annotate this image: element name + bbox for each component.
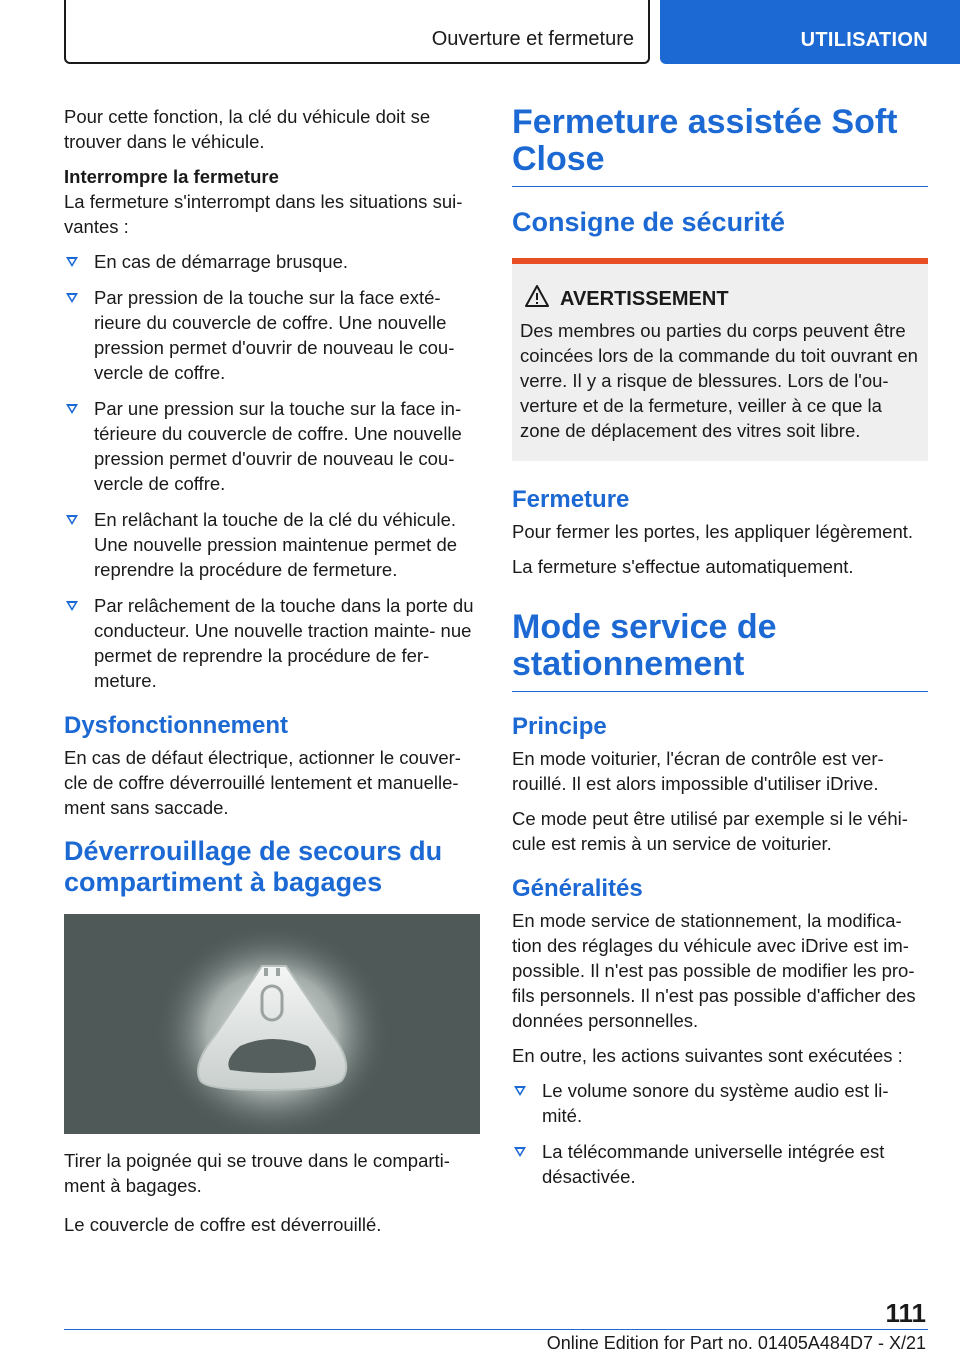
list-item — [512, 1139, 928, 1189]
warning-triangle-icon — [524, 284, 550, 308]
general-text-1: En mode service de stationnement, la modifica- tion des réglages du véhicule avec iDrive est im- possible. Il n'est pas possible de modifier les pro- fils personnels. Il n'est pas possible d'afficher des données personnelles. — [512, 910, 916, 1031]
interrupt-text: La fermeture s'interrompt dans les situations sui- vantes : — [64, 191, 463, 237]
principle-text-2: Ce mode peut être utilisé par exemple si le véhi- cule est remis à un service de voiturier. — [512, 808, 908, 854]
trunk-release-handle-photo — [64, 914, 480, 1134]
page-number: 111 — [885, 1298, 926, 1328]
principle-heading: Principe — [512, 713, 607, 740]
emergency-release-heading: Déverrouillage de secours du compartiment à bagages — [64, 836, 443, 897]
safety-heading: Consigne de sécurité — [512, 207, 786, 237]
interrupt-list — [64, 249, 480, 693]
warning-text: Des membres ou parties du corps peuvent être coincées lors de la commande du toit ouvrant en verre. Il y a risque de blessures. Lors de l'ou- verture et de la fermeture, veiller à ce que la zone de déplacement des vitres soit libre. — [520, 320, 918, 441]
right-column — [512, 104, 928, 1200]
list-item — [64, 285, 480, 385]
header-chapter-tab — [660, 0, 960, 64]
list-item-text: En cas de démarrage brusque. — [94, 251, 349, 272]
bullet-triangle-icon — [514, 1086, 526, 1096]
warning-box — [512, 258, 928, 461]
bullet-triangle-icon — [66, 293, 78, 303]
footer-divider — [64, 1329, 928, 1330]
release-handle-illustration — [64, 914, 480, 1134]
closing-text-2: La fermeture s'effectue automatiquement. — [512, 556, 854, 577]
closing-heading: Fermeture — [512, 486, 630, 513]
list-item-text: Par relâchement de la touche dans la porte du conducteur. Une nouvelle traction mainte- nue permet de reprendre la procédure de fer- meture. — [94, 595, 474, 691]
bullet-triangle-icon — [66, 515, 78, 525]
online-edition-note: Online Edition for Part no. 01405A484D7 - X/21 — [546, 1333, 926, 1353]
header-chapter-label: UTILISATION — [800, 29, 928, 51]
list-item — [64, 249, 480, 274]
list-item — [512, 1078, 928, 1128]
warning-title: AVERTISSEMENT — [560, 288, 729, 310]
list-item — [64, 507, 480, 582]
warning-title-row — [560, 286, 920, 312]
principle-text-1: En mode voiturier, l'écran de contrôle est ver- rouillé. Il est alors impossible d'utiliser iDrive. — [512, 748, 884, 794]
softclose-heading: Fermeture assistée Soft Close — [512, 104, 928, 187]
closing-text-1: Pour fermer les portes, les appliquer légèrement. — [512, 521, 914, 542]
header-section-title: Ouverture et fermeture — [431, 28, 634, 50]
general-text-2: En outre, les actions suivantes sont exécutées : — [512, 1045, 903, 1066]
valet-mode-heading: Mode service de stationnement — [512, 609, 928, 692]
list-item-text: Par une pression sur la touche sur la face in- térieure du couvercle de coffre. Une nouvelle pression permet d'ouvrir de nouveau le cou- vercle de coffre. — [94, 398, 462, 494]
result-text: Le couvercle de coffre est déverrouillé. — [64, 1214, 382, 1235]
interrupt-heading: Interrompre la fermeture — [64, 166, 279, 187]
list-item-text: Le volume sonore du système audio est li- mité. — [542, 1080, 889, 1126]
bullet-triangle-icon — [66, 601, 78, 611]
general-list — [512, 1078, 928, 1189]
list-item-text: Par pression de la touche sur la face exté- rieure du couvercle de coffre. Une nouvelle pression permet d'ouvrir de nouveau le cou- vercle de coffre. — [94, 287, 455, 383]
list-item-text: La télécommande universelle intégrée est désactivée. — [542, 1141, 885, 1187]
photo-caption: Tirer la poignée qui se trouve dans le comparti- ment à bagages. — [64, 1150, 450, 1196]
list-item — [64, 396, 480, 496]
malfunction-heading: Dysfonctionnement — [64, 712, 289, 739]
intro-text: Pour cette fonction, la clé du véhicule doit se trouver dans le véhicule. — [64, 106, 431, 152]
left-column — [64, 104, 480, 1247]
list-item-text: En relâchant la touche de la clé du véhicule. Une nouvelle pression maintenue permet de reprendre la procédure de fermeture. — [94, 509, 458, 580]
malfunction-text: En cas de défaut électrique, actionner le couver- cle de coffre déverrouillé lentement et manuelle- ment sans saccade. — [64, 747, 461, 818]
general-heading: Généralités — [512, 875, 643, 902]
header-section-box — [64, 0, 650, 64]
bullet-triangle-icon — [514, 1147, 526, 1157]
bullet-triangle-icon — [66, 404, 78, 414]
bullet-triangle-icon — [66, 257, 78, 267]
list-item — [64, 593, 480, 693]
